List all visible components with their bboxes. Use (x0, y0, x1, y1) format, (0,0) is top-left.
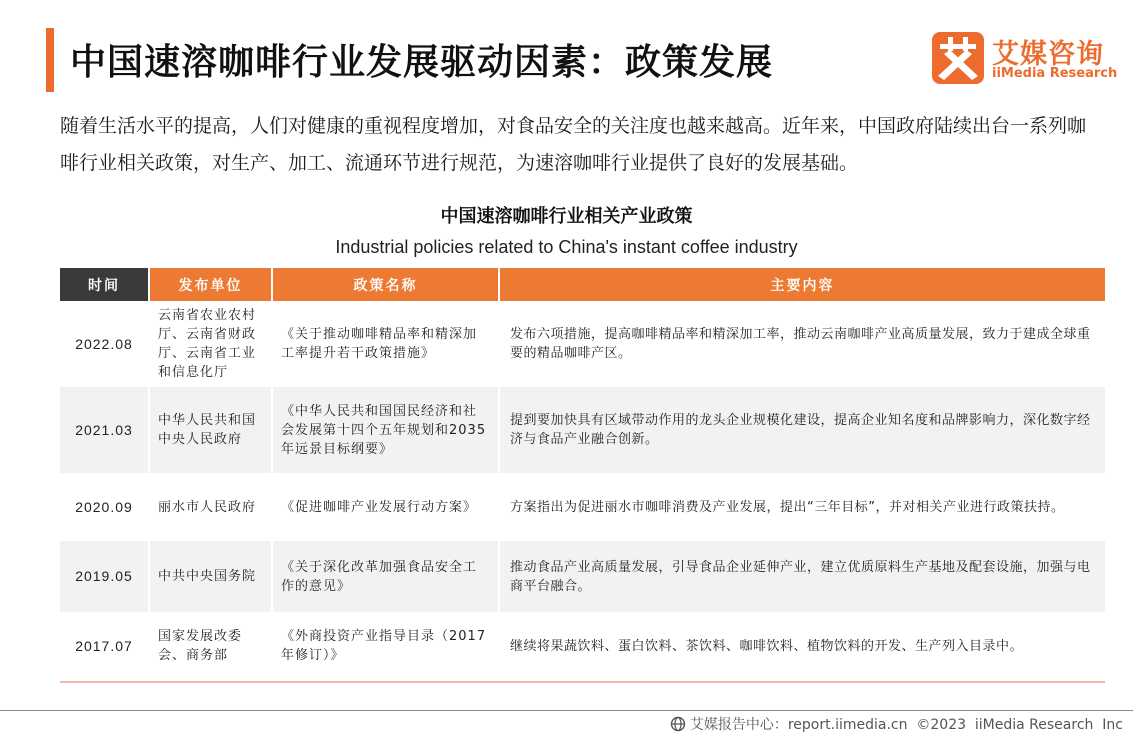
cell-issuer: 中华人民共和国中央人民政府 (150, 387, 273, 473)
policy-table (60, 268, 1105, 680)
header-content: 主要内容 (500, 268, 1105, 301)
globe-icon (670, 716, 686, 732)
cell-content: 提到要加快具有区域带动作用的龙头企业规模化建设，提高企业知名度和品牌影响力，深化数字经济与食品产业融合创新。 (510, 413, 1091, 447)
intro-paragraph: 随着生活水平的提高，人们对健康的重视程度增加，对食品安全的关注度也越来越高。近年来，中国政府陆续出台一系列咖啡行业相关政策，对生产、加工、流通环节进行规范，为速溶咖啡行业提供了良好的发展基础。 (60, 115, 1087, 174)
logo-text-en: iiMedia Research (992, 66, 1118, 81)
table-header-row (60, 268, 1105, 301)
cell-content: 推动食品产业高质量发展，引导食品企业延伸产业，建立优质原料生产基地及配套设施，加强与电商平台融合。 (510, 559, 1091, 594)
cell-time: 2022.08 (60, 301, 150, 387)
footer-divider (0, 710, 1133, 711)
logo-mark-icon (932, 32, 984, 84)
cell-content: 发布六项措施，提高咖啡精品率和精深加工率，推动云南咖啡产业高质量发展，致力于建成全球重要的精品咖啡产区。 (510, 327, 1091, 361)
table-title: 中国速溶咖啡行业相关产业政策 (440, 206, 693, 227)
cell-issuer: 丽水市人民政府 (150, 473, 273, 541)
cell-issuer: 云南省农业农村厅、云南省财政厅、云南省工业和信息化厅 (150, 301, 273, 387)
table-subtitle: Industrial policies related to China's instant coffee industry (335, 237, 798, 257)
cell-policy: 《中华人民共和国国民经济和社会发展第十四个五年规划和2035年远景目标纲要》 (273, 387, 500, 473)
page-title: 中国速溶咖啡行业发展驱动因素：政策发展 (70, 42, 774, 83)
table-row (60, 541, 1105, 612)
cell-issuer: 国家发展改委会、商务部 (150, 612, 273, 680)
cell-time: 2019.05 (60, 541, 150, 612)
brand-logo (932, 32, 1117, 84)
cell-policy: 《促进咖啡产业发展行动方案》 (273, 473, 500, 541)
logo-text-cn: 艾媒咨询 (992, 39, 1104, 70)
table-row (60, 301, 1105, 387)
header-issuer: 发布单位 (150, 268, 273, 301)
header-time: 时间 (60, 268, 150, 301)
cell-time: 2017.07 (60, 612, 150, 680)
title-accent-bar (46, 28, 54, 92)
table-bottom-rule (60, 681, 1105, 683)
cell-policy: 《关于深化改革加强食品安全工作的意见》 (273, 541, 500, 612)
cell-policy: 《外商投资产业指导目录（2017年修订）》 (273, 612, 500, 680)
header-policy: 政策名称 (273, 268, 500, 301)
cell-time: 2021.03 (60, 387, 150, 473)
cell-content: 方案指出为促进丽水市咖啡消费及产业发展，提出“三年目标”，并对相关产业进行政策扶持。 (510, 499, 1065, 515)
table-row (60, 473, 1105, 541)
cell-policy: 《关于推动咖啡精品率和精深加工率提升若干政策措施》 (273, 301, 500, 387)
cell-time: 2020.09 (60, 473, 150, 541)
cell-content: 继续将果蔬饮料、蛋白饮料、茶饮料、咖啡饮料、植物饮料的开发、生产列入目录中。 (510, 638, 1024, 654)
cell-issuer: 中共中央国务院 (150, 541, 273, 612)
table-row (60, 612, 1105, 680)
footer (670, 714, 1123, 734)
table-row (60, 387, 1105, 473)
footer-text: 艾媒报告中心：report.iimedia.cn ©2023 iiMedia Research Inc (689, 717, 1123, 733)
